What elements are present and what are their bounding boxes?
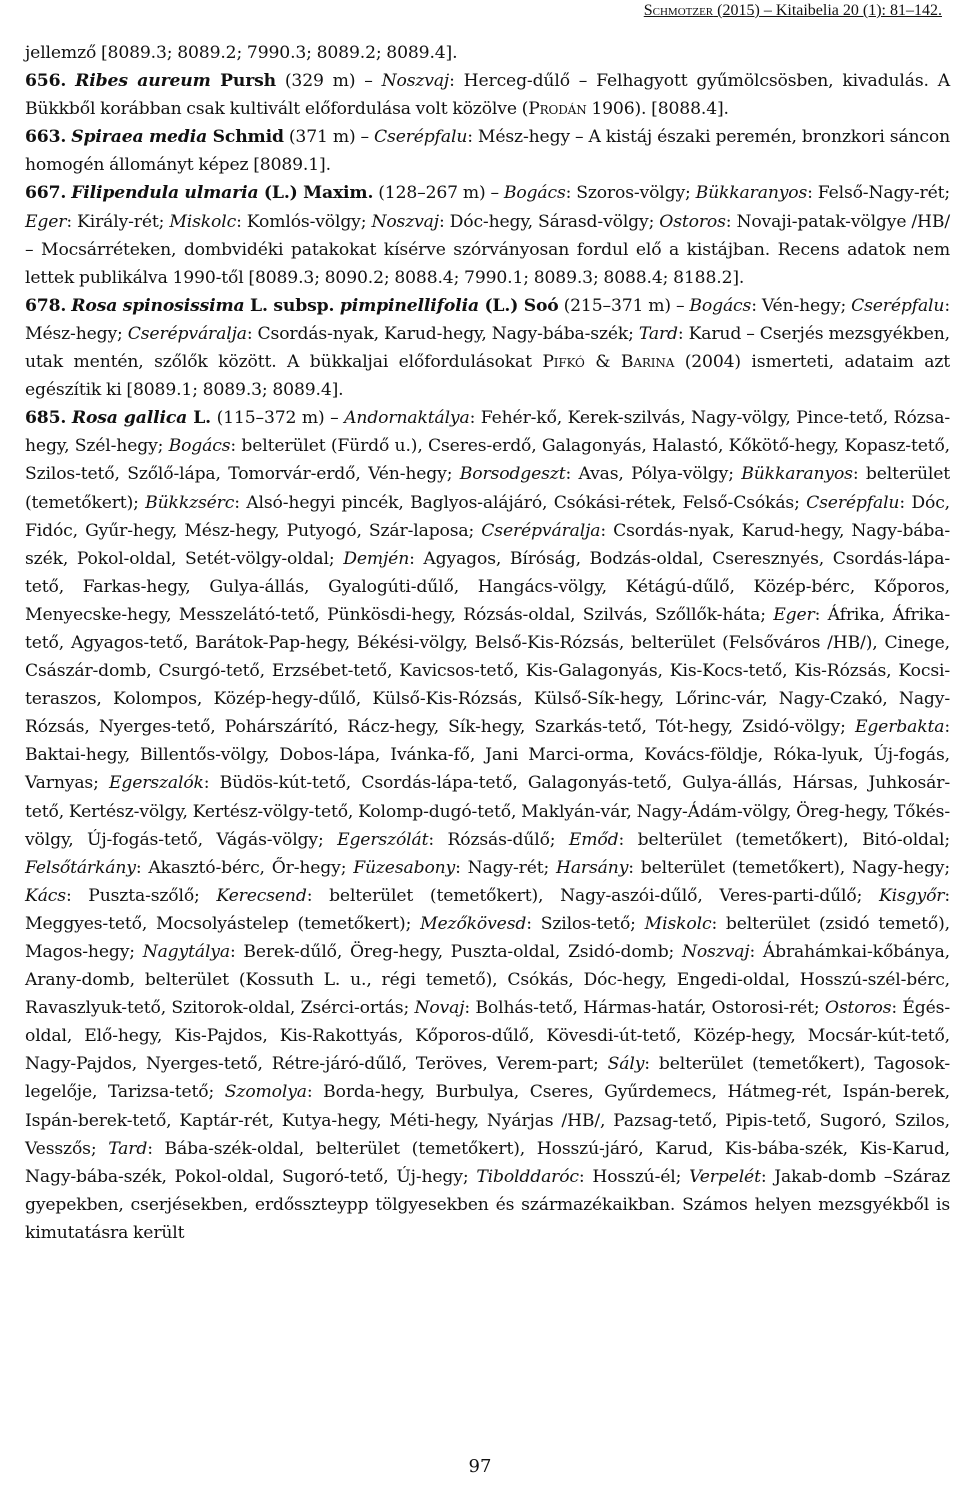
locality-name: Kisgyőr: [878, 885, 945, 906]
cited-author: Pifkó: [542, 352, 585, 373]
locality-name: Bogács: [168, 436, 231, 457]
locality-name: Bükkzsérc: [145, 492, 235, 513]
cited-author: Prodán: [528, 99, 587, 120]
locality-name: Eger: [25, 211, 67, 232]
species-name: 678.: [25, 295, 67, 316]
text-run: : Mész-hegy – A kistáj északi peremén, bronzkori sáncon homogén állományt képez [8089.1].: [25, 127, 950, 176]
species-name: 667.: [25, 183, 67, 204]
text-run: : Rózsás-dűlő;: [428, 829, 569, 850]
text-run: &: [584, 352, 621, 373]
text-run: : belterület (temetőkert), Bitó-oldal;: [618, 829, 950, 850]
text-run: (371 m) –: [283, 127, 375, 148]
paragraph-continuation: [25, 39, 950, 67]
locality-name: Ostoros: [659, 211, 726, 232]
text-run: : Hosszú-él;: [578, 1166, 690, 1187]
species-name: Ribes aureum: [75, 71, 211, 92]
text-run: 1906). [8088.4].: [586, 99, 729, 120]
locality-name: Egerszalók: [108, 773, 204, 794]
locality-name: Demjén: [343, 548, 410, 569]
locality-name: Mezőkövesd: [420, 913, 527, 934]
text-run: : Szoros-völgy;: [565, 183, 696, 204]
locality-name: Ostoros: [824, 998, 892, 1019]
text-run: : Puszta-szőlő;: [65, 885, 217, 906]
locality-name: Noszvaj: [681, 942, 750, 962]
locality-name: Noszvaj: [371, 211, 439, 232]
text-run: : Borda-hegy, Burbulya, Cseres, Gyűrdemecs, Hátmeg-rét, Ispán-berek, Ispán-berek-tető, Kaptár-rét, Kutya-hegy, Méti-hegy, Nyárjas /HB/, Pazsag-tető, Pipis-tető, Sugoró, Szilos, Vesszős;: [25, 1082, 950, 1159]
header-author: Schmotzer: [643, 2, 714, 19]
text-run: : belterület (temetőkert), Tagosok-legelője, Tarizsa-tető;: [25, 1054, 950, 1103]
locality-name: Tibolddaróc: [476, 1166, 579, 1187]
locality-name: Noszvaj: [381, 71, 450, 92]
locality-name: Tard: [108, 1138, 148, 1159]
locality-name: Cserépfalu: [374, 127, 468, 148]
text-run: : Áfrika, Áfrika-tető, Agyagos-tető, Barátok-Pap-hegy, Békési-völgy, Belső-Kis-Rózsás, belterület (Felsőváros /HB/), Cinege, Császár-domb, Csurgó-tető, Erzsébet-tető, Kavicsos-tető, Kis-Galagonyás, Kis-Kocs-tető, Kis-Rózsás, Kocsi-teraszos, Kolompos, Közép-hegy-dűlő, Külső-Kis-Rózsás, Külső-Sík-hegy, Lőrinc-vár, Nagy-Czakó, Nagy-Rózsás, Nyerges-tető, Pohárszárító, Rácz-hegy, Sík-hegy, Szarkás-tető, Tót-hegy, Zsidó-völgy;: [25, 604, 950, 738]
text-run: (215–371 m) –: [558, 295, 690, 316]
locality-name: Emőd: [568, 829, 619, 850]
text-run: : Berek-dűlő, Öreg-hegy, Puszta-oldal, Zsidó-domb;: [229, 942, 682, 962]
species-entry-667: [25, 179, 950, 291]
locality-name: Cserépváralja: [481, 520, 601, 541]
running-header: [644, 0, 942, 22]
text-run: : Király-rét;: [66, 211, 170, 232]
text-run: : Mész-hegy;: [25, 295, 950, 344]
text-run: : Karud – Cserjés mezsgyékben, utak mentén, szőlők között. A bükkaljai előfordulásokat: [25, 323, 950, 373]
text-run: : Dóc, Fidóc, Gyűr-hegy, Mész-hegy, Putyogó, Szár-laposa;: [25, 492, 950, 541]
locality-name: Bogács: [689, 295, 752, 316]
text-run: : belterület (temetőkert);: [25, 464, 950, 513]
text-run: jellemző [8089.3; 8089.2; 7990.3; 8089.2; 8089.4].: [25, 43, 458, 63]
locality-name: Kács: [25, 885, 66, 906]
species-entry-685: [25, 404, 950, 1247]
page-number: 97: [468, 1456, 492, 1477]
species-name: Rosa spinosissima: [71, 295, 245, 316]
text-run: : Avas, Pólya-völgy;: [565, 464, 742, 485]
locality-name: Felsőtárkány: [25, 857, 136, 878]
locality-name: Miskolc: [169, 211, 237, 232]
locality-name: Novaj: [414, 998, 465, 1019]
species-name: 685.: [25, 408, 67, 429]
locality-name: Borsodgeszt: [459, 464, 566, 485]
text-run: (115–372 m) –: [211, 408, 345, 429]
species-name: pimpinellifolia: [339, 295, 479, 316]
locality-name: Andornaktálya: [344, 408, 470, 429]
text-run: : Égés-oldal, Elő-hegy, Kis-Pajdos, Kis-Rakottyás, Kőporos-dűlő, Kövesdi-út-tető, Közép-hegy, Mocsár-kút-tető, Nagy-Pajdos, Nyerges-tető, Rétre-járó-dűlő, Teröves, Verem-part;: [25, 998, 951, 1075]
locality-name: Szomolya: [224, 1082, 307, 1103]
text-run: : Akasztó-bérc, Őr-hegy;: [135, 857, 354, 878]
species-entry-678: [25, 292, 950, 404]
text-run: : Novaji-patak-völgye /HB/ – Mocsárréteken, dombvidéki patakokat kísérve szórványosan fordul elő a kistájban. Recens adatok nem lettek publikálva 1990-től [8089.3; 8090.2; 8088.4; 7990.1; 8089.3; 8088.4; 8188.2].: [25, 211, 950, 288]
species-name: Spiraea media: [71, 127, 208, 148]
text-run: : Felső-Nagy-rét;: [807, 183, 951, 204]
species-name: Filipendula ulmaria: [71, 183, 259, 204]
locality-name: Bükkaranyos: [741, 464, 853, 485]
locality-name: Eger: [773, 604, 815, 625]
text-run: : Fehér-kő, Kerek-szilvás, Nagy-völgy, Pince-tető, Rózsa-hegy, Szél-hegy;: [25, 408, 950, 457]
text-run: : Csordás-nyak, Karud-hegy, Nagy-bába-szék;: [246, 323, 639, 344]
text-run: (2004) ismerteti, adataim azt egészítik ki [8089.1; 8089.3; 8089.4].: [25, 352, 951, 401]
article-body: [25, 39, 950, 1247]
header-citation: (2015) – Kitaibelia 20 (1): 81–142.: [713, 2, 942, 19]
text-run: : Jakab-domb –Száraz gyepekben, cserjésekben, erdősszteypp tölgyesekben és származékaikban. Számos helyen mezsgyékből is kimutatásra került: [25, 1166, 951, 1243]
text-run: : Szilos-tető;: [526, 913, 645, 934]
text-run: : Nagy-rét;: [455, 857, 556, 878]
locality-name: Egerszólát: [337, 829, 429, 850]
species-name: Pursh: [210, 71, 276, 92]
locality-name: Verpelét: [689, 1166, 761, 1187]
species-name: Soó: [518, 295, 559, 316]
text-run: : belterület (temetőkert), Nagy-aszói-dűlő, Veres-parti-dűlő;: [306, 885, 879, 906]
text-run: : Meggyes-tető, Mocsolyástelep (temetőkert);: [25, 885, 950, 934]
locality-name: Bogács: [503, 183, 566, 204]
species-name: Rosa gallica: [71, 408, 188, 429]
text-run: : belterület (Fürdő u.), Cseres-erdő, Galagonyás, Halastó, Kőkötő-hegy, Kopasz-tető, Szilos-tető, Szőlő-lápa, Tomorvár-erdő, Vén-hegy;: [25, 436, 950, 485]
species-name: Schmid: [207, 127, 284, 148]
locality-name: Harsány: [556, 857, 629, 878]
locality-name: Nagytálya: [142, 942, 230, 962]
locality-name: Cserépfalu: [806, 492, 900, 513]
locality-name: Egerbakta: [854, 717, 945, 738]
text-run: (329 m) –: [275, 71, 382, 92]
locality-name: Tard: [638, 323, 678, 344]
species-name: 656.: [25, 71, 67, 92]
text-run: : Büdös-kút-tető, Csordás-lápa-tető, Galagonyás-tető, Gulya-állás, Hársas, Juhkosár-tető, Kertész-völgy, Kertész-völgy-tető, Kolomp-dugó-tető, Maklyán-vár, Nagy-Ádám-völgy, Öreg-hegy, Tőkés-völgy, Új-fogás-tető, Vágás-völgy;: [25, 773, 950, 850]
locality-name: Miskolc: [644, 913, 712, 934]
species-name: L. subsp.: [244, 295, 340, 316]
species-name: (L.): [478, 295, 519, 316]
text-run: : Herceg-dűlő – Felhagyott gyűmölcsösben, kivadulás. A Bükkből korábban csak kultivált előfordulása volt közölve (: [25, 71, 950, 120]
text-run: : Vén-hegy;: [751, 295, 852, 316]
cited-author: Barina: [620, 352, 675, 373]
text-run: : Csordás-nyak, Karud-hegy, Nagy-bába-szék, Pokol-oldal, Setét-völgy-oldal;: [25, 520, 950, 569]
locality-name: Cserépváralja: [127, 323, 247, 344]
species-entry-663: [25, 123, 950, 179]
species-name: L.: [187, 408, 212, 429]
text-run: : Agyagos, Bíróság, Bodzás-oldal, Cseresznyés, Csordás-lápa-tető, Farkas-hegy, Gulya-állás, Gyalogúti-dűlő, Hangács-völgy, Kétágú-dűlő, Közép-bérc, Kőporos, Menyecske-hegy, Messzelátó-tető, Pünkösdi-hegy, Rózsás-oldal, Szilvás, Szőllők-háta;: [25, 548, 950, 625]
text-run: : Bába-szék-oldal, belterület (temetőkert), Hosszú-járó, Karud, Kis-bába-szék, Kis-Karud, Nagy-bába-szék, Pokol-oldal, Sugoró-tető, Új-hegy;: [25, 1138, 950, 1187]
text-run: : Ábrahámkai-kőbánya, Arany-domb, belterület (Kossuth L. u., régi temető), Csókás, Dóc-hegy, Engedi-oldal, Hosszú-szél-bérc, Ravaszlyuk-tető, Szitorok-oldal, Zsérci-ortás;: [25, 942, 950, 1019]
locality-name: Sály: [607, 1054, 645, 1075]
text-run: : Komlós-völgy;: [236, 211, 372, 232]
species-name: (L.) Maxim.: [258, 183, 374, 204]
locality-name: Bükkaranyos: [695, 183, 808, 204]
locality-name: Füzesabony: [353, 857, 456, 878]
text-run: : Dóc-hegy, Sárasd-völgy;: [438, 211, 660, 232]
species-entry-656: [25, 67, 950, 123]
text-run: : belterület (zsidó temető), Magos-hegy;: [25, 913, 950, 962]
text-run: : Baktai-hegy, Billentős-völgy, Dobos-lápa, Ivánka-fő, Jani Marci-orma, Kovács-földje, Róka-lyuk, Új-fogás, Varnyas;: [25, 717, 950, 794]
text-run: (128–267 m) –: [373, 183, 504, 204]
text-run: : belterület (temetőkert), Nagy-hegy;: [628, 857, 951, 878]
locality-name: Kerecsend: [216, 885, 307, 906]
species-name: 663.: [25, 127, 67, 148]
text-run: : Alsó-hegyi pincék, Baglyos-alájáró, Csókási-rétek, Felső-Csókás;: [234, 492, 807, 513]
text-run: : Bolhás-tető, Hármas-határ, Ostorosi-rét;: [464, 998, 825, 1019]
text-run: [66, 71, 75, 91]
locality-name: Cserépfalu: [851, 295, 945, 316]
